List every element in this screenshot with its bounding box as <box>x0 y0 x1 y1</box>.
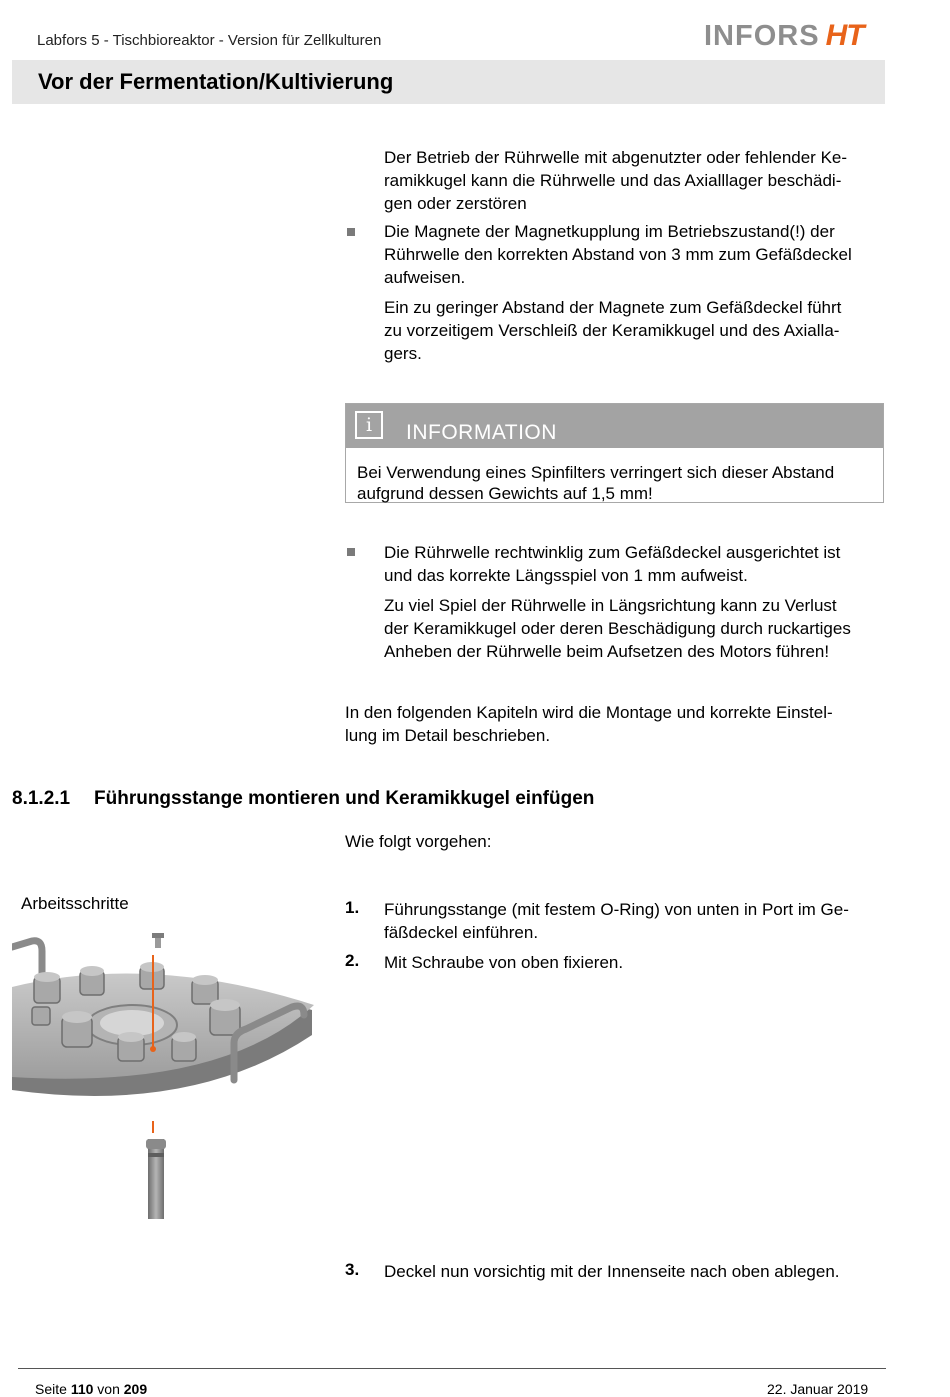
text-line: lung im Detail beschrieben. <box>345 726 551 745</box>
text-line: aufgrund dessen Gewichts auf 1,5 mm! <box>357 484 653 503</box>
text-line: gen oder zerstören <box>384 194 527 213</box>
text-line: Rührwelle den korrekten Abstand von 3 mm zum Gefäßdeckel <box>384 245 852 264</box>
text-line: zu vorzeitigem Verschleiß der Keramikkugel und des Axialla- <box>384 321 840 340</box>
logo-text: INFORS <box>704 19 820 52</box>
step-text <box>384 951 623 974</box>
info-icon: i <box>355 411 383 439</box>
information-title: INFORMATION <box>406 421 557 444</box>
text-line: Der Betrieb der Rührwelle mit abgenutzter oder fehlender Ke- <box>384 148 848 167</box>
footer-date: 22. Januar 2019 <box>767 1381 869 1397</box>
section-intro: Wie folgt vorgehen: <box>345 832 492 851</box>
infors-ht-logo <box>704 20 864 52</box>
text-line: gers. <box>384 344 422 363</box>
text-line: der Keramikkugel oder deren Beschädigung durch ruckartiges <box>384 619 851 638</box>
bullet-square-icon <box>347 548 355 556</box>
logo-mark: HT <box>825 19 864 52</box>
text-line: Anheben der Rührwelle beim Aufsetzen des Motors führen! <box>384 642 830 661</box>
steps-label: Arbeitsschritte <box>21 894 129 913</box>
step-text <box>384 1260 840 1283</box>
text-line: Mit Schraube von oben fixieren. <box>384 953 624 972</box>
paragraph-wear-warning <box>384 146 847 215</box>
page-current: 110 <box>70 1381 94 1397</box>
document-title: Labfors 5 - Tischbioreaktor - Version für Zellkulturen <box>37 32 382 49</box>
text-line: aufweisen. <box>384 268 466 287</box>
footer-divider <box>18 1368 886 1369</box>
text-line: Die Rührwelle rechtwinklig zum Gefäßdeckel ausgerichtet ist <box>384 543 841 562</box>
information-text <box>357 462 877 504</box>
paragraph-following-chapters <box>345 701 833 747</box>
step-text <box>384 898 849 944</box>
text-line: Deckel nun vorsichtig mit der Innenseite nach oben ablegen. <box>384 1262 840 1281</box>
page-total: 209 <box>123 1381 148 1397</box>
text-line: In den folgenden Kapiteln wird die Montage und korrekte Einstel- <box>345 703 833 722</box>
text-line: Führungsstange (mit festem O-Ring) von unten in Port im Ge- <box>384 900 849 919</box>
text-line: ramikkugel kann die Rührwelle und das Axialllager beschädi- <box>384 171 842 190</box>
page-prefix: Seite <box>35 1381 71 1397</box>
text-line: Zu viel Spiel der Rührwelle in Längsrichtung kann zu Verlust <box>384 596 837 615</box>
text-line: Die Magnete der Magnetkupplung im Betriebszustand(!) der <box>384 222 835 241</box>
section-header-bar <box>12 60 885 104</box>
information-header <box>346 404 883 448</box>
bullet-magnet-note <box>384 296 841 365</box>
section-title: Vor der Fermentation/Kultivierung <box>38 69 394 94</box>
section-number: 8.1.2.1 <box>12 788 71 809</box>
bullet-shaft-alignment <box>384 541 840 587</box>
text-line: und das korrekte Längsspiel von 1 mm aufweist. <box>384 566 748 585</box>
text-line: fäßdeckel einführen. <box>384 923 539 942</box>
text-line: Ein zu geringer Abstand der Magnete zum Gefäßdeckel führt <box>384 298 842 317</box>
vessel-lid-illustration <box>12 925 322 1225</box>
section-heading: Führungsstange montieren und Keramikkugel einfügen <box>94 788 595 809</box>
page-number <box>35 1381 147 1397</box>
information-box <box>345 403 884 503</box>
bullet-magnet-distance <box>384 220 852 289</box>
step-number: 1. <box>345 898 360 917</box>
bullet-shaft-note <box>384 594 851 663</box>
text-line: Bei Verwendung eines Spinfilters verringert sich dieser Abstand <box>357 463 835 482</box>
bullet-square-icon <box>347 228 355 236</box>
page-mid: von <box>93 1381 124 1397</box>
step-number: 3. <box>345 1260 360 1279</box>
step-number: 2. <box>345 951 360 970</box>
